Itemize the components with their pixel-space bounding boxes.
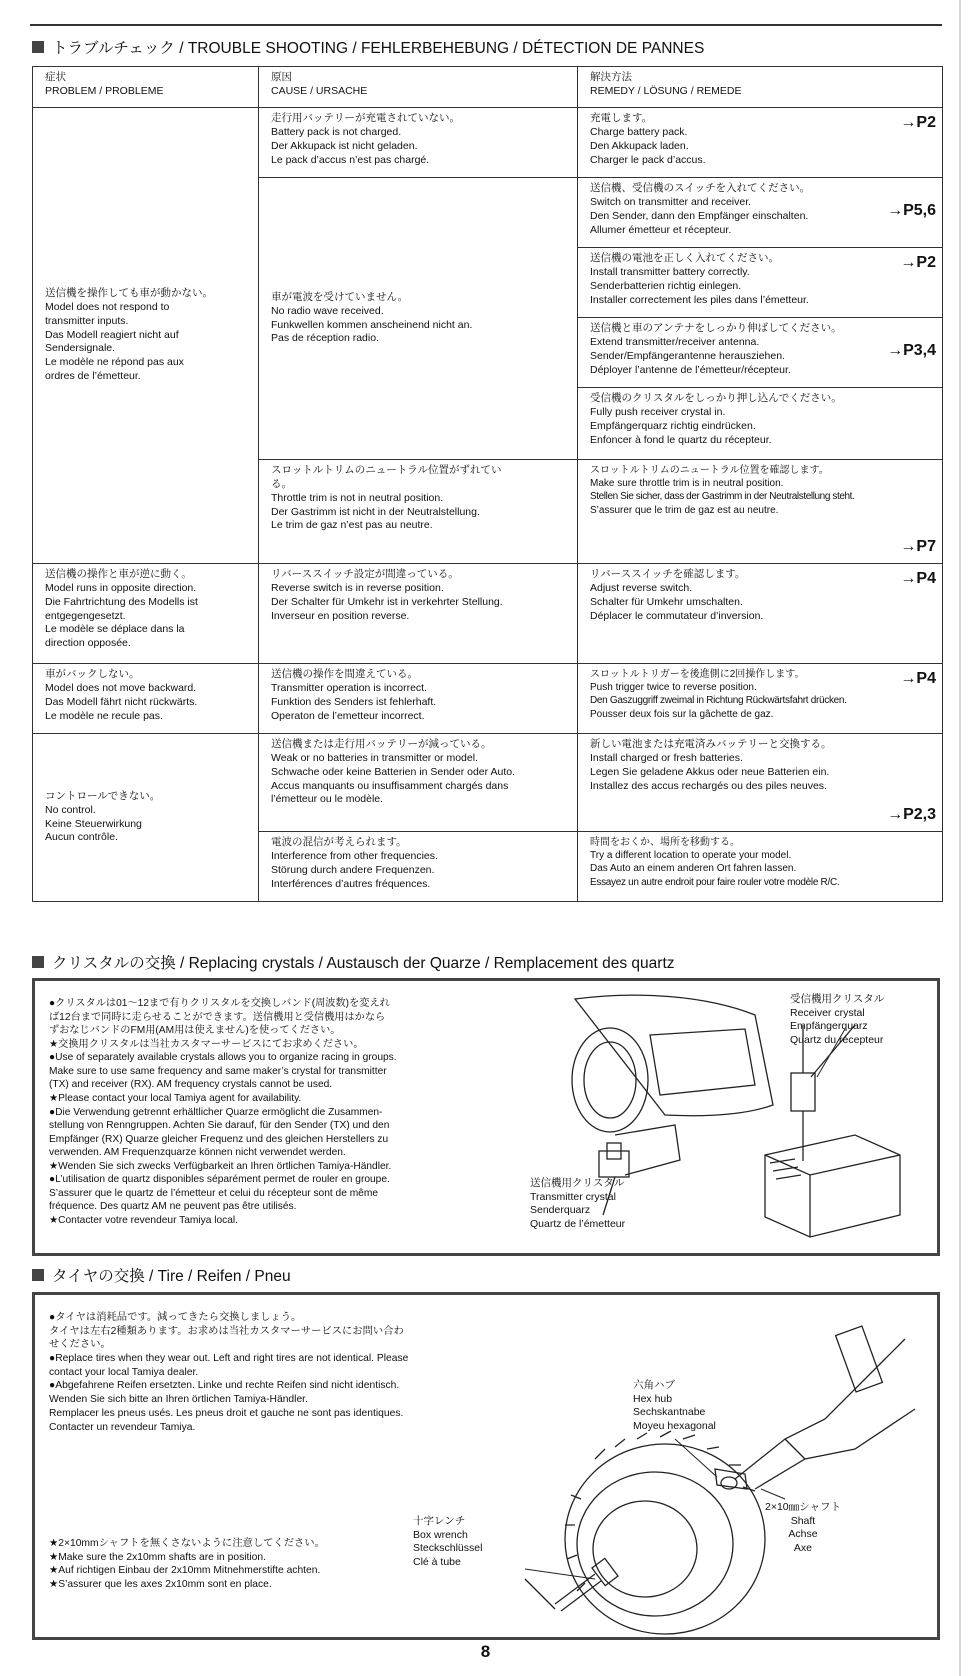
crystals-box	[32, 978, 940, 1256]
tire-text: ●タイヤは消耗品です。減ってきたら交換しましょう。 タイヤは左右2種類あります。お求めは当社カスタマーサービスにお問い合わ せください。 ●Replace tires when they wear out. Left and right tires are not identical. Please contact your local Tamiya dealer. ●Abgefahrene Reifen ersetzten. Linke und rechte Reifen sind nicht identisch. Wenden Sie sich bitte an Ihren örtlichen Tamiya-Händler. Remplacer les pneus usés. Les pneus droit et gauche ne sont pas identiques. Contacter un revendeur Tamiya.	[49, 1312, 409, 1433]
cause-cell: 送信機の操作を間違えている。 Transmitter operation is incorrect. Funktion des Senders ist fehlerhaft. Operaton de l’emetteur incorrect.	[259, 664, 578, 734]
troubleshooting-title: トラブルチェック / TROUBLE SHOOTING / FEHLERBEHEBUNG / DÉTECTION DE PANNES	[32, 36, 704, 58]
shaft-note: ★2×10mmシャフトを無くさないように注意してください。 ★Make sure the 2x10mm shafts are in position. ★Auf richtigen Einbau der 2x10mm Mitnehmerstifte achten. ★S’assurer que les axes 2x10mm sont en place.	[49, 1538, 325, 1591]
receiver-sketch	[765, 1025, 900, 1237]
cause-cell: 車が電波を受けていません。 No radio wave received. Funkwellen kommen anscheinend nicht an. Pas de réception radio.	[259, 178, 578, 460]
section-square-icon	[32, 956, 44, 968]
cause-cell: スロットルトリムのニュートラル位置がずれてい る。 Throttle trim is not in neutral position. Der Gastrimm ist nicht in der Neutralstellung. Le trim de gaz n’est pas au neutre.	[259, 460, 578, 564]
hex-hub-label: 六角ハブ Hex hub Sechskantnabe Moyeu hexagonal	[633, 1379, 716, 1432]
tire-sketch	[565, 1431, 765, 1634]
section-square-icon	[32, 1269, 44, 1281]
page-reference: →P7	[900, 537, 936, 555]
cause-cell: 走行用バッテリーが充電されていない。 Battery pack is not charged. Der Akkupack ist nicht geladen. Le pack d’accus n’est pas chargé.	[259, 108, 578, 178]
suspension-sketch	[715, 1326, 915, 1489]
label-leader-lines	[525, 1439, 785, 1579]
page-reference: →P4	[900, 570, 936, 587]
remedy-cell: 受信機のクリスタルをしっかり押し込んでください。 Fully push receiver crystal in. Empfängerquarz richtig eindrücken. Enfoncer à fond le quartz du récepteur.	[578, 388, 943, 460]
table-row	[33, 108, 943, 178]
problem-cell: 車がバックしない。 Model does not move backward. Das Modell fährt nicht rückwärts. Le modèle ne recule pas.	[33, 664, 259, 734]
table-header-row	[33, 67, 943, 108]
problem-cell: 送信機を操作しても車が動かない。 Model does not respond to transmitter inputs. Das Modell reagiert nicht auf Sendersignale. Le modèle ne répond pas aux ordres de l’émetteur.	[33, 108, 259, 564]
troubleshooting-table	[32, 66, 943, 902]
remedy-cell: 新しい電池または充電済みバッテリーと交換する。 Install charged or fresh batteries. Legen Sie geladene Akkus oder neue Batterien ein. Installez des accus rechargés ou des piles neuves. →P2,3	[578, 734, 943, 832]
crystals-title: クリスタルの交換 / Replacing crystals / Austausch der Quarze / Remplacement des quartz	[32, 951, 675, 973]
table-row	[33, 564, 943, 664]
page-reference: →P2	[900, 114, 936, 131]
top-rule	[30, 24, 942, 26]
page-reference: →P4	[900, 670, 936, 687]
header-cause: 原因 CAUSE / URSACHE	[259, 67, 578, 108]
page-reference: →P5,6	[887, 202, 936, 219]
remedy-cell: 充電します。 Charge battery pack. Den Akkupack laden. Charger le pack d’accus. →P2	[578, 108, 943, 178]
shaft-label: 2×10㎜シャフト Shaft Achse Axe	[765, 1501, 841, 1554]
transmitter-crystal-label: 送信機用クリスタル Transmitter crystal Senderquarz Quartz de l’émetteur	[530, 1177, 626, 1230]
problem-cell: コントロールできない。 No control. Keine Steuerwirkung Aucun contrôle.	[33, 734, 259, 902]
page-edge	[959, 0, 961, 1676]
remedy-cell: 送信機と車のアンテナをしっかり伸ばしてください。 Extend transmitter/receiver antenna. Sender/Empfängerantenne herausziehen. Déployer l’antenne de l’émetteur/récepteur. →P3,4	[578, 318, 943, 388]
remedy-cell: スロットルトリムのニュートラル位置を確認します。 Make sure throttle trim is in neutral position. Stellen Sie sicher, dass der Gastrimm in der Neutralstellung steht. S’assurer que le trim de gaz est au neutre. →P7	[578, 460, 943, 564]
tire-illustration	[485, 1299, 935, 1637]
cause-cell: 送信機または走行用バッテリーが減っている。 Weak or no batteries in transmitter or model. Schwache oder keine Batterien in Sender oder Auto. Accus manquants ou insuffisamment chargés dans l’émetteur ou le modèle.	[259, 734, 578, 832]
header-remedy: 解決方法 REMEDY / LÖSUNG / REMEDE	[578, 67, 943, 108]
tire-box	[32, 1292, 940, 1640]
box-wrench-sketch	[525, 1558, 618, 1611]
problem-cell: 送信機の操作と車が逆に動く。 Model runs in opposite direction. Die Fahrtrichtung des Modells ist entgegengesetzt. Le modèle se déplace dans la direction opposée.	[33, 564, 259, 664]
remedy-cell: リバーススイッチを確認します。 Adjust reverse switch. Schalter für Umkehr umschalten. Déplacer le commutateur d’inversion. →P4	[578, 564, 943, 664]
box-wrench-label: 十字レンチ Box wrench Steckschlüssel Clé à tube	[413, 1515, 483, 1568]
remedy-cell: 送信機の電池を正しく入れてください。 Install transmitter battery correctly. Senderbatterien richtig einlegen. Installer correctement les piles dans l’émetteur. →P2	[578, 248, 943, 318]
crystals-text: ●クリスタルは01〜12まで有りクリスタルを交換しバンド(周波数)を変えれ ば12台まで同時に走らせることができます。送信機用と受信機用はかなら ずおなじバンドのFM用(AM用は使えません)を使ってください。 ★交換用クリスタルは当社カスタマーサービスにてお求めください。 ●Use of separately available crystals allows you to organize racing in groups. Make sure to use same frequency and same maker’s crystal for transmitter (TX) and receiver (RX). AM frequency crystals cannot be used. ★Please contact your local Tamiya agent for availability. ●Die Verwendung getrennt erhältlicher Quarze ermöglicht die Zusammen- stellung von Renngruppen. Achten Sie darauf, für den Sender (TX) und den Empfänger (RX) Quarze gleicher Frequenz und des gleichen Herstellers zu verwenden. AM Frequenzquarze können nicht verwendet werden. ★Wenden Sie sich zwecks Verfügbarkeit an Ihren örtlichen Tamiya-Händler. ●L’utilisation de quartz disponibles séparément permet de rouler en groupe. S’assurer que le quartz de l’émetteur et celui du récepteur sont de même fréquence. Des quartz AM ne peuvent pas être utilisés. ★Contacter votre revendeur Tamiya local.	[49, 998, 397, 1226]
cause-cell: リバーススイッチ設定が間違っている。 Reverse switch is in reverse position. Der Schalter für Umkehr ist in verkehrter Stellung. Inverseur en position reverse.	[259, 564, 578, 664]
section-square-icon	[32, 41, 44, 53]
receiver-crystal-label: 受信機用クリスタル Receiver crystal Empfängerquarz Quartz du récepteur	[790, 993, 885, 1046]
remedy-cell: スロットルトリガーを後進側に2回操作します。 Push trigger twice to reverse position. Den Gaszuggriff zweimal in Richtung Rückwärtsfahrt drücken. Pousser deux fois sur la gâchette de gaz. →P4	[578, 664, 943, 734]
cause-cell: 電波の混信が考えられます。 Interference from other frequencies. Störung durch andere Frequenzen. Interférences d’autres fréquences.	[259, 832, 578, 902]
page-reference: →P2	[900, 254, 936, 271]
remedy-cell: 時間をおくか、場所を移動する。 Try a different location to operate your model. Das Auto an einem anderen Ort fahren lassen. Essayez un autre endroit pour faire rouler votre modèle R/C.	[578, 832, 943, 902]
table-row	[33, 664, 943, 734]
tire-title: タイヤの交換 / Tire / Reifen / Pneu	[32, 1264, 291, 1286]
header-problem: 症状 PROBLEM / PROBLEME	[33, 67, 259, 108]
page-reference: →P3,4	[887, 342, 936, 359]
table-row	[33, 734, 943, 832]
page-reference: →P2,3	[887, 805, 936, 823]
page-number: 8	[480, 1642, 491, 1661]
car-body-sketch	[572, 995, 773, 1175]
remedy-cell: 送信機、受信機のスイッチを入れてください。 Switch on transmitter and receiver. Den Sender, dann den Empfänger einschalten. Allumer émetteur et récepteur. →P5,6	[578, 178, 943, 248]
